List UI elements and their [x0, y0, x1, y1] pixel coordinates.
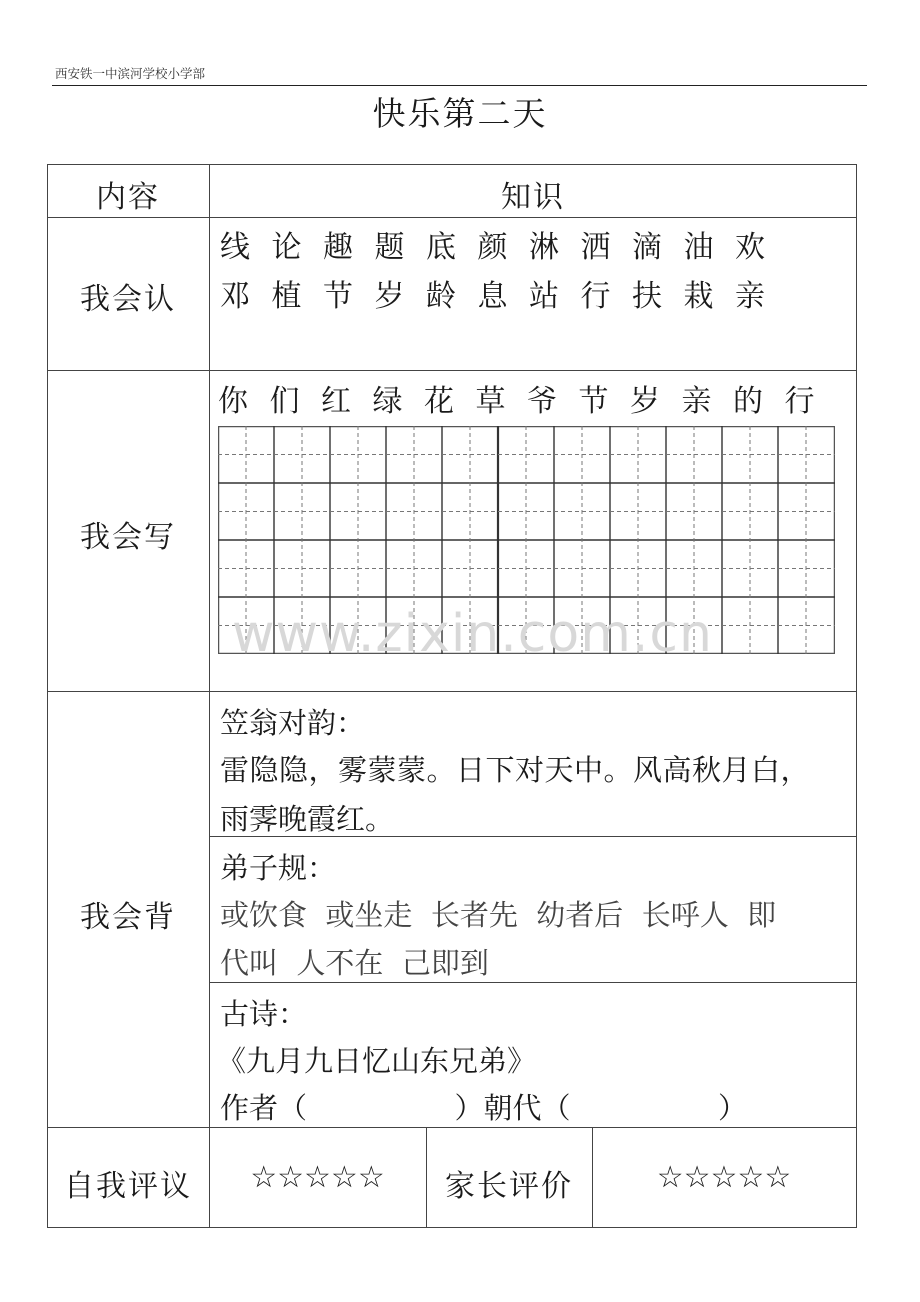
write-chars — [218, 376, 825, 420]
char: 底 — [426, 230, 456, 265]
couplet-line-1: 雷隐隐，雾蒙蒙。日下对天中。风高秋月白， — [220, 753, 811, 787]
self-evaluation-label: 自我评议 — [64, 1169, 192, 1204]
char: 你 — [218, 384, 248, 419]
recognize-chars-row2 — [220, 271, 787, 315]
poem-title: 《九月九日忆山东兄弟》 — [217, 1044, 537, 1078]
section-divider — [209, 982, 857, 983]
row-divider — [47, 370, 857, 371]
char: 亲 — [681, 384, 712, 419]
row-divider — [47, 691, 857, 692]
char: 洒 — [580, 230, 611, 265]
char: 龄 — [426, 279, 456, 314]
char: 扶 — [632, 279, 662, 314]
char: 息 — [477, 279, 508, 314]
char: 滴 — [632, 230, 662, 265]
column-header-knowledge: 知识 — [501, 180, 565, 215]
char: 淋 — [529, 230, 559, 265]
char: 草 — [475, 384, 506, 419]
table-border-left — [47, 164, 48, 1227]
parent-evaluation-label: 家长评价 — [445, 1169, 573, 1204]
couplet-line-2: 雨霁晚霞红。 — [220, 802, 395, 836]
table-border-top — [47, 164, 857, 165]
char: 花 — [424, 384, 454, 419]
char: 绿 — [372, 384, 403, 419]
char: 节 — [578, 384, 609, 419]
char: 行 — [580, 279, 611, 314]
char: 线 — [220, 230, 250, 265]
self-rating-stars[interactable]: ☆☆☆☆☆ — [250, 1160, 385, 1195]
couplet-title: 笠翁对韵： — [220, 706, 366, 740]
poem-author-dynasty[interactable]: 作者（ ）朝代（ ） — [220, 1091, 747, 1125]
dizigui-title: 弟子规： — [220, 851, 337, 885]
char: 论 — [271, 230, 302, 265]
dizigui-line-1: 或饮食 或坐走 长者先 幼者后 长呼人 即 — [220, 898, 777, 932]
char: 行 — [784, 384, 815, 419]
header-divider — [52, 85, 867, 86]
char: 欢 — [735, 230, 765, 265]
worksheet-table — [47, 164, 857, 1227]
row-divider — [47, 217, 857, 218]
char: 岁 — [374, 279, 405, 314]
dizigui-line-2: 代叫 人不在 己即到 — [220, 946, 489, 980]
recognize-chars-row1 — [220, 222, 787, 266]
table-border-right — [856, 164, 857, 1227]
column-divider — [209, 164, 210, 1227]
parent-rating-stars[interactable]: ☆☆☆☆☆ — [656, 1160, 792, 1195]
char: 颜 — [477, 230, 508, 265]
page-title: 快乐第二天 — [372, 94, 548, 133]
char: 趣 — [323, 230, 353, 265]
char: 亲 — [735, 279, 765, 314]
char: 栽 — [683, 279, 714, 314]
char: 红 — [321, 384, 351, 419]
char: 邓 — [220, 279, 250, 314]
column-header-content: 内容 — [96, 180, 160, 215]
char: 岁 — [630, 384, 660, 419]
poem-section-title: 古诗： — [220, 997, 308, 1031]
recite-label: 我会背 — [80, 900, 176, 935]
char: 油 — [683, 230, 714, 265]
char: 们 — [269, 384, 300, 419]
char: 站 — [529, 279, 559, 314]
char: 节 — [323, 279, 353, 314]
char: 爷 — [527, 384, 557, 419]
char: 的 — [733, 384, 763, 419]
school-header: 西安铁一中滨河学校小学部 — [55, 66, 206, 81]
char: 植 — [271, 279, 302, 314]
row-divider — [47, 1127, 857, 1128]
write-label: 我会写 — [80, 520, 176, 555]
table-border-bottom — [47, 1227, 857, 1228]
recognize-label: 我会认 — [80, 282, 176, 317]
watermark: www.zixin.com.cn — [232, 604, 713, 664]
char: 题 — [374, 230, 405, 265]
